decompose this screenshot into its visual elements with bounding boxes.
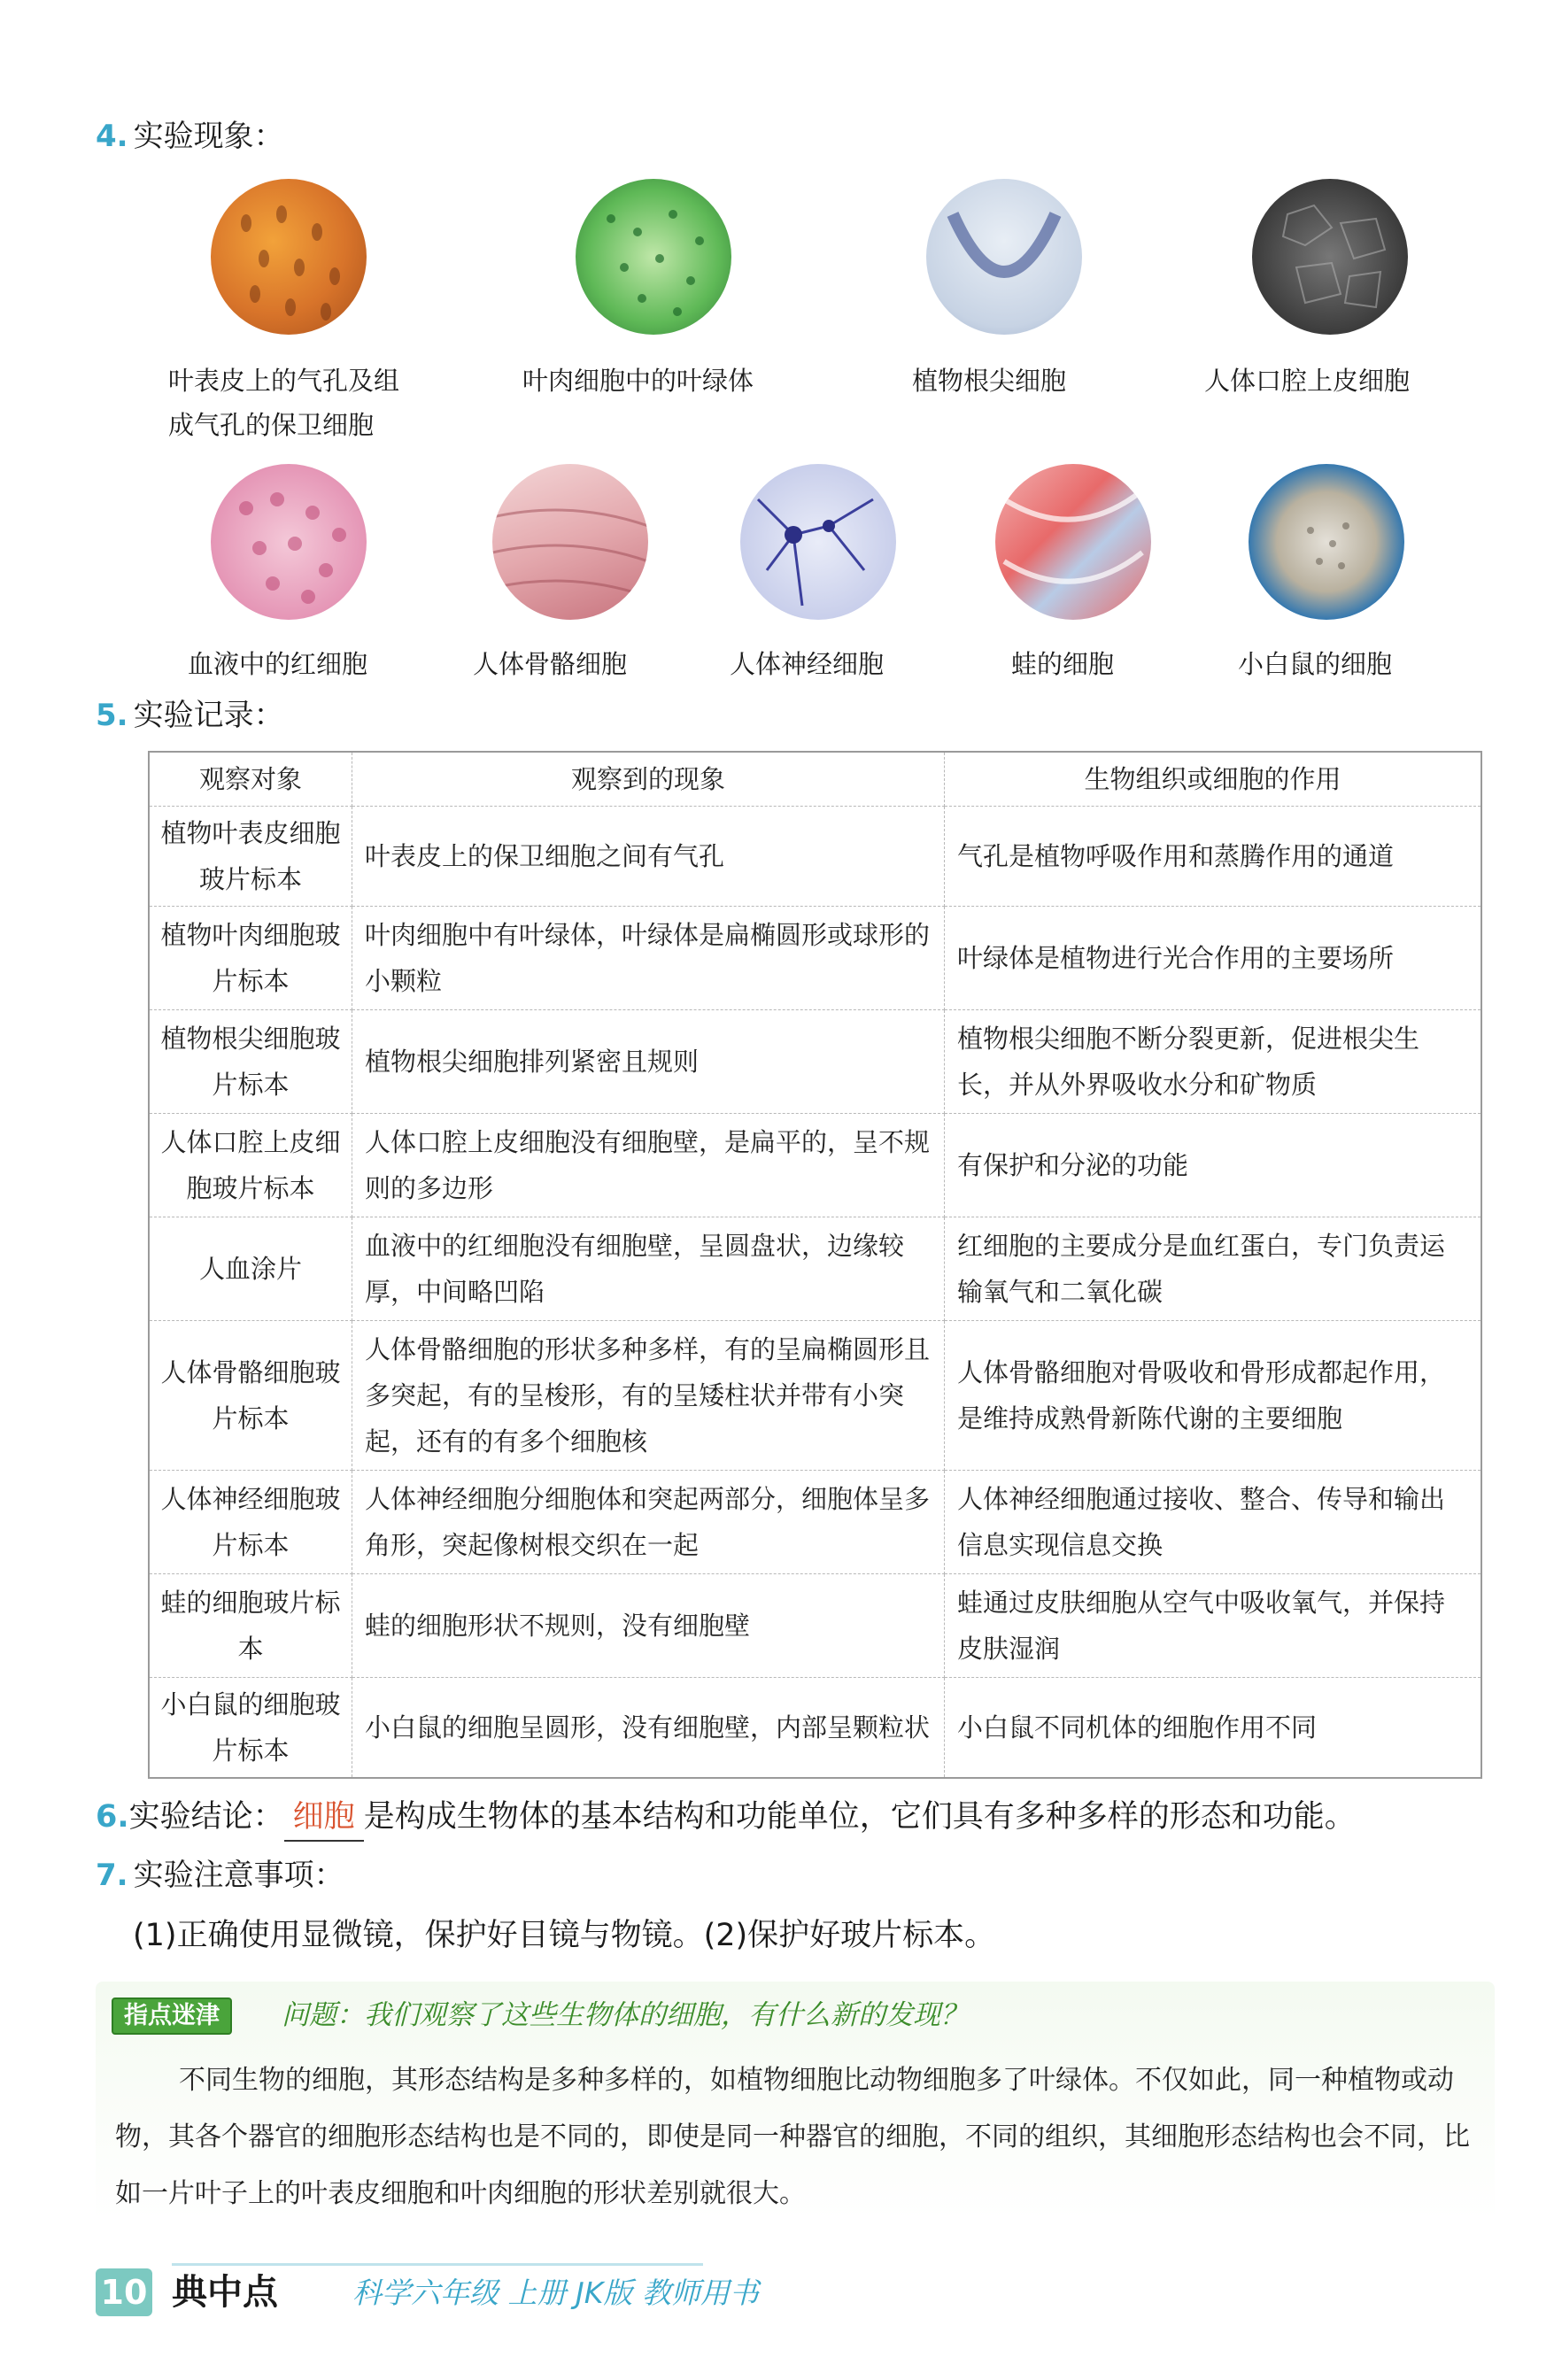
row-function: 人体骨骼细胞对骨吸收和骨形成都起作用，是维持成熟骨新陈代谢的主要细胞 [945, 1321, 1482, 1471]
row-object: 人体骨骼细胞玻片标本 [149, 1321, 352, 1471]
caption-mouse: 小白鼠的细胞 [1238, 649, 1393, 679]
row-function: 小白鼠不同机体的细胞作用不同 [945, 1678, 1482, 1779]
section-4-title: 实验现象： [133, 119, 284, 154]
tip-body: 不同生物的细胞，其形态结构是多种多样的，如植物细胞比动物细胞多了叶绿体。不仅如此，同一种植物或动物，其各个器官的细胞形态结构也是不同的，即使是同一种器官的细胞，不同的组织，其细胞形态结构也会不同，比如一片叶子上的叶表皮细胞和叶肉细胞的形状差别就很大。 [115, 2065, 1470, 2209]
epithelial-pattern [1252, 179, 1408, 335]
header-phenomenon: 观察到的现象 [352, 752, 945, 807]
table-row [149, 907, 1481, 1010]
conclusion-text: 是构成生物体的基本结构和功能单位，它们具有多种多样的形态和功能。 [363, 1799, 1356, 1835]
row-function: 有保护和分泌的功能 [945, 1114, 1482, 1217]
nerve-cell-image [740, 464, 896, 620]
row-object: 植物根尖细胞玻片标本 [149, 1010, 352, 1114]
row-phenomenon: 人体骨骼细胞的形状多种多样，有的呈扁椭圆形且多突起，有的呈梭形，有的呈矮柱状并带有小突起，还有的有多个细胞核 [352, 1321, 945, 1471]
section-4-number: 4. [96, 119, 128, 154]
row-function: 植物根尖细胞不断分裂更新，促进根尖生长，并从外界吸收水分和矿物质 [945, 1010, 1482, 1114]
row-phenomenon: 小白鼠的细胞呈圆形，没有细胞壁，内部呈颗粒状 [352, 1678, 945, 1779]
row-object: 人体口腔上皮细胞玻片标本 [149, 1114, 352, 1217]
bone-pattern [492, 464, 648, 620]
row-object: 植物叶肉细胞玻片标本 [149, 907, 352, 1010]
row-phenomenon: 植物根尖细胞排列紧密且规则 [352, 1010, 945, 1114]
row-phenomenon: 人体神经细胞分细胞体和突起两部分，细胞体呈多角形，突起像树根交织在一起 [352, 1471, 945, 1574]
table-row [149, 1114, 1481, 1217]
row-phenomenon: 叶肉细胞中有叶绿体，叶绿体是扁椭圆形或球形的小颗粒 [352, 907, 945, 1010]
stomata-pattern [211, 179, 367, 335]
caption-bone: 人体骨骼细胞 [473, 649, 628, 679]
table-row [149, 1574, 1481, 1678]
root-tip-pattern [926, 179, 1082, 335]
row-phenomenon: 血液中的红细胞没有细胞壁，呈圆盘状，边缘较厚，中间略凹陷 [352, 1217, 945, 1321]
row-function: 红细胞的主要成分是血红蛋白，专门负责运输氧气和二氧化碳 [945, 1217, 1482, 1321]
section-7-heading [96, 1856, 344, 1895]
footer [96, 2263, 769, 2325]
section-5-number: 5. [96, 698, 128, 733]
row-object: 人体神经细胞玻片标本 [149, 1471, 352, 1574]
conclusion-answer-blank: 细胞 [284, 1794, 364, 1842]
mouse-cell-image [1249, 464, 1404, 620]
brand-logo: 典中点 [172, 2272, 278, 2313]
bone-cell-image [492, 464, 648, 620]
caption-chloroplast: 叶肉细胞中的叶绿体 [522, 366, 754, 396]
row-object: 蛙的细胞玻片标本 [149, 1574, 352, 1678]
caption-epithelial: 人体口腔上皮细胞 [1204, 366, 1411, 396]
book-title: 科学六年级 上册 JK版 教师用书 [352, 2276, 759, 2310]
header-object: 观察对象 [149, 752, 352, 807]
row-phenomenon: 人体口腔上皮细胞没有细胞壁，是扁平的，呈不规则的多边形 [352, 1114, 945, 1217]
table-row [149, 1471, 1481, 1574]
nerve-pattern [740, 464, 896, 620]
frog-cell-image [995, 464, 1151, 620]
table-row [149, 1678, 1481, 1779]
table-row [149, 807, 1481, 907]
row-function: 蛙通过皮肤细胞从空气中吸收氧气，并保持皮肤湿润 [945, 1574, 1482, 1678]
row-function: 人体神经细胞通过接收、整合、传导和输出信息实现信息交换 [945, 1471, 1482, 1574]
row-function: 气孔是植物呼吸作用和蒸腾作用的通道 [945, 807, 1482, 907]
tip-badge: 指点迷津 [112, 1998, 232, 2035]
notes-text: (1)正确使用显微镜，保护好目镜与物镜。(2)保护好玻片标本。 [133, 1918, 996, 1953]
caption-stomata-1: 叶表皮上的气孔及组 [168, 366, 400, 396]
footer-rule [172, 2263, 703, 2266]
caption-stomata-2: 成气孔的保卫细胞 [168, 410, 375, 440]
red-blood-cell-image [211, 464, 367, 620]
table-row [149, 1010, 1481, 1114]
row-phenomenon: 蛙的细胞形状不规则，没有细胞壁 [352, 1574, 945, 1678]
table-row [149, 1217, 1481, 1321]
stomata-image [211, 179, 367, 335]
row-object: 植物叶表皮细胞玻片标本 [149, 807, 352, 907]
frog-pattern [995, 464, 1151, 620]
caption-nerve: 人体神经细胞 [730, 649, 885, 679]
row-phenomenon: 叶表皮上的保卫细胞之间有气孔 [352, 807, 945, 907]
section-7-title: 实验注意事项： [133, 1858, 344, 1893]
table-row [149, 1321, 1481, 1471]
section-5-heading [96, 696, 284, 735]
section-6-label: 实验结论： [128, 1799, 284, 1835]
section-4-heading [96, 117, 284, 156]
caption-root-tip: 植物根尖细胞 [912, 366, 1067, 396]
nerve-body-mark [785, 526, 802, 544]
row-object: 小白鼠的细胞玻片标本 [149, 1678, 352, 1779]
caption-frog: 蛙的细胞 [1011, 649, 1115, 679]
epithelial-image [1252, 179, 1408, 335]
tip-question: 问题：我们观察了这些生物体的细胞，有什么新的发现？ [282, 1999, 968, 2031]
nerve-body-mark-2 [823, 520, 835, 532]
row-object: 人血涂片 [149, 1217, 352, 1321]
section-5-title: 实验记录： [133, 698, 284, 733]
row-function: 叶绿体是植物进行光合作用的主要场所 [945, 907, 1482, 1010]
header-function: 生物组织或细胞的作用 [945, 752, 1482, 807]
mouse-pattern [1249, 464, 1404, 620]
table-header-row [149, 752, 1481, 807]
caption-rbc: 血液中的红细胞 [188, 649, 368, 679]
chloroplast-pattern [576, 179, 731, 335]
section-7-number: 7. [96, 1858, 128, 1893]
rbc-pattern [211, 464, 367, 620]
root-tip-image [926, 179, 1082, 335]
section-6-number: 6. [96, 1799, 129, 1835]
section-6-conclusion [96, 1794, 1356, 1842]
record-table [148, 751, 1482, 1779]
tip-box [96, 1982, 1495, 2221]
page-number: 10 [96, 2268, 152, 2316]
chloroplast-image [576, 179, 731, 335]
